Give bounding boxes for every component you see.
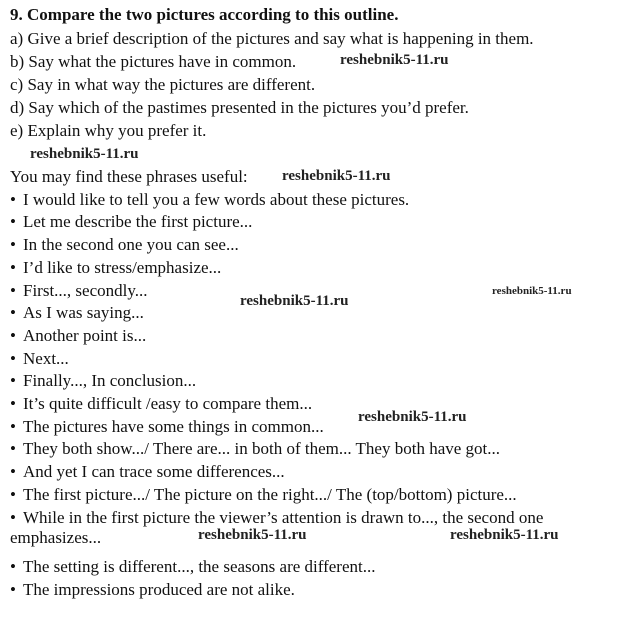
watermark: reshebnik5-11.ru [340, 52, 449, 68]
bullet: • [10, 394, 16, 413]
watermark: reshebnik5-11.ru [450, 527, 559, 543]
outline-item-a: a) Give a brief description of the pictures and say what is happening in them. [10, 29, 534, 48]
outline-item-e: e) Explain why you prefer it. [10, 121, 207, 140]
bullet: • [10, 258, 16, 277]
phrase-item: • Let me describe the first picture... [10, 212, 253, 231]
bullet: • [10, 326, 16, 345]
bullet: • [10, 190, 16, 209]
watermark: reshebnik5-11.ru [282, 168, 391, 184]
outline-item-c: c) Say in what way the pictures are different. [10, 75, 316, 94]
phrase-item: • Another point is... [10, 326, 147, 345]
phrase-item: • As I was saying... [10, 303, 144, 322]
bullet: • [10, 508, 16, 527]
phrase-item: • The impressions produced are not alike. [10, 580, 295, 599]
watermark: reshebnik5-11.ru [198, 527, 307, 543]
watermark: reshebnik5-11.ru [240, 293, 349, 309]
phrase-item-continuation: emphasizes... [10, 528, 102, 547]
bullet: • [10, 235, 16, 254]
bullet: • [10, 281, 16, 300]
phrases-intro: You may find these phrases useful: [10, 167, 248, 186]
watermark: reshebnik5-11.ru [492, 285, 572, 297]
bullet: • [10, 303, 16, 322]
bullet: • [10, 417, 16, 436]
exercise-title: 9. Compare the two pictures according to this outline. [10, 5, 399, 24]
bullet: • [10, 349, 16, 368]
bullet: • [10, 439, 16, 458]
phrase-item: • In the second one you can see... [10, 235, 239, 254]
phrase-item: • I’d like to stress/emphasize... [10, 258, 222, 277]
phrase-item: • The first picture.../ The picture on the right.../ The (top/bottom) picture... [10, 485, 517, 504]
phrase-item: • I would like to tell you a few words about these pictures. [10, 190, 410, 209]
watermark: reshebnik5-11.ru [358, 409, 467, 425]
phrase-item: • They both show.../ There are... in both of them... They both have got... [10, 439, 501, 458]
watermark: reshebnik5-11.ru [30, 146, 139, 162]
phrase-item: • Finally..., In conclusion... [10, 371, 197, 390]
phrase-item: • Next... [10, 349, 69, 368]
phrase-item: • And yet I can trace some differences... [10, 462, 285, 481]
outline-item-b: b) Say what the pictures have in common. [10, 52, 297, 71]
bullet: • [10, 580, 16, 599]
phrase-item: • While in the first picture the viewer’s attention is drawn to..., the second one [10, 508, 544, 527]
outline-item-d: d) Say which of the pastimes presented in the pictures you’d prefer. [10, 98, 469, 117]
bullet: • [10, 485, 16, 504]
phrase-item: • It’s quite difficult /easy to compare them... [10, 394, 313, 413]
bullet: • [10, 557, 16, 576]
phrase-item: • The pictures have some things in common... [10, 417, 324, 436]
phrase-item: • First..., secondly... [10, 281, 148, 300]
bullet: • [10, 462, 16, 481]
bullet: • [10, 371, 16, 390]
bullet: • [10, 212, 16, 231]
phrase-item: • The setting is different..., the seasons are different... [10, 557, 376, 576]
